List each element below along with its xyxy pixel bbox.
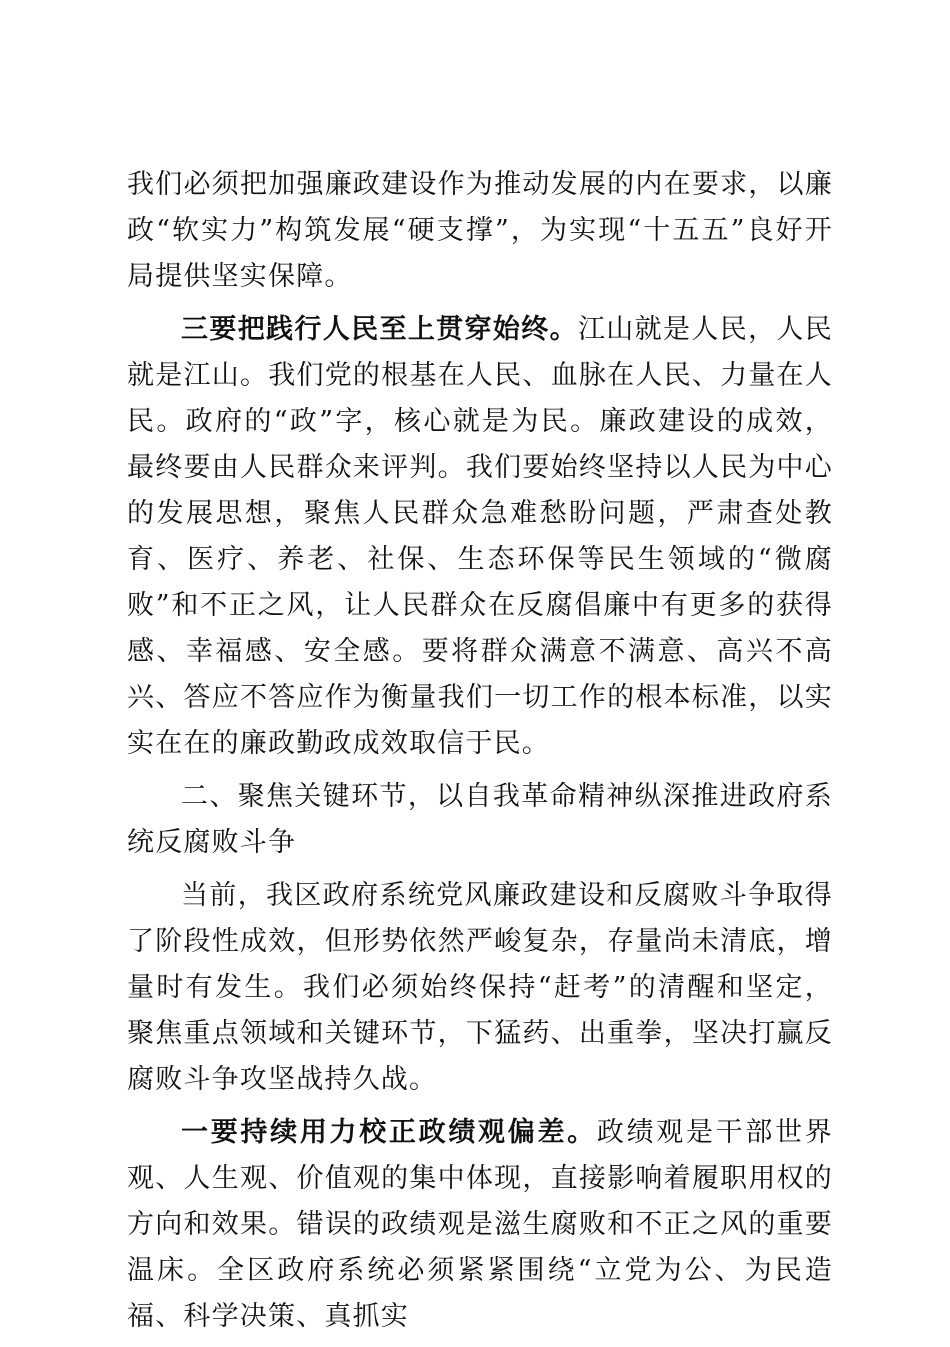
paragraph-1-text: 我们必须把加强廉政建设作为推动发展的内在要求，以廉政“软实力”构筑发展“硬支撑”，为实现“十五五”良好开局提供坚实保障。 (127, 169, 833, 292)
paragraph-3-text: 当前，我区政府系统党风廉政建设和反腐败斗争取得了阶段性成效，但形势依然严峻复杂，存量尚未清底，增量时有发生。我们必须始终保持“赶考”的清醒和坚定，聚焦重点领域和关键环节，下猛药、出重拳，坚决打赢反腐败斗争攻坚战持久战。 (127, 880, 833, 1095)
document-body (127, 162, 833, 1347)
paragraph-2-lead: 三要把践行人民至上贯穿始终。 (181, 314, 578, 345)
paragraph-3 (127, 873, 833, 1103)
paragraph-4-text: 政绩观是干部世界观、人生观、价值观的集中体现，直接影响着履职用权的方向和效果。错误的政绩观是滋生腐败和不正之风的重要温床。全区政府系统必须紧紧围绕“立党为公、为民造福、科学决策、真抓实 (127, 1117, 833, 1332)
paragraph-2 (127, 307, 833, 767)
section-heading-2 (127, 774, 833, 866)
paragraph-4-lead: 一要持续用力校正政绩观偏差。 (181, 1117, 597, 1148)
paragraph-4 (127, 1110, 833, 1340)
section-heading-2-text: 二、聚焦关键环节，以自我革命精神纵深推进政府系统反腐败斗争 (127, 781, 833, 858)
paragraph-1 (127, 162, 833, 300)
paragraph-2-text: 江山就是人民，人民就是江山。我们党的根基在人民、血脉在人民、力量在人民。政府的“政”字，核心就是为民。廉政建设的成效，最终要由人民群众来评判。我们要始终坚持以人民为中心的发展思想，聚焦人民群众急难愁盼问题，严肃查处教育、医疗、养老、社保、生态环保等民生领域的“微腐败”和不正之风，让人民群众在反腐倡廉中有更多的获得感、幸福感、安全感。要将群众满意不满意、高兴不高兴、答应不答应作为衡量我们一切工作的根本标准，以实实在在的廉政勤政成效取信于民。 (127, 314, 833, 759)
